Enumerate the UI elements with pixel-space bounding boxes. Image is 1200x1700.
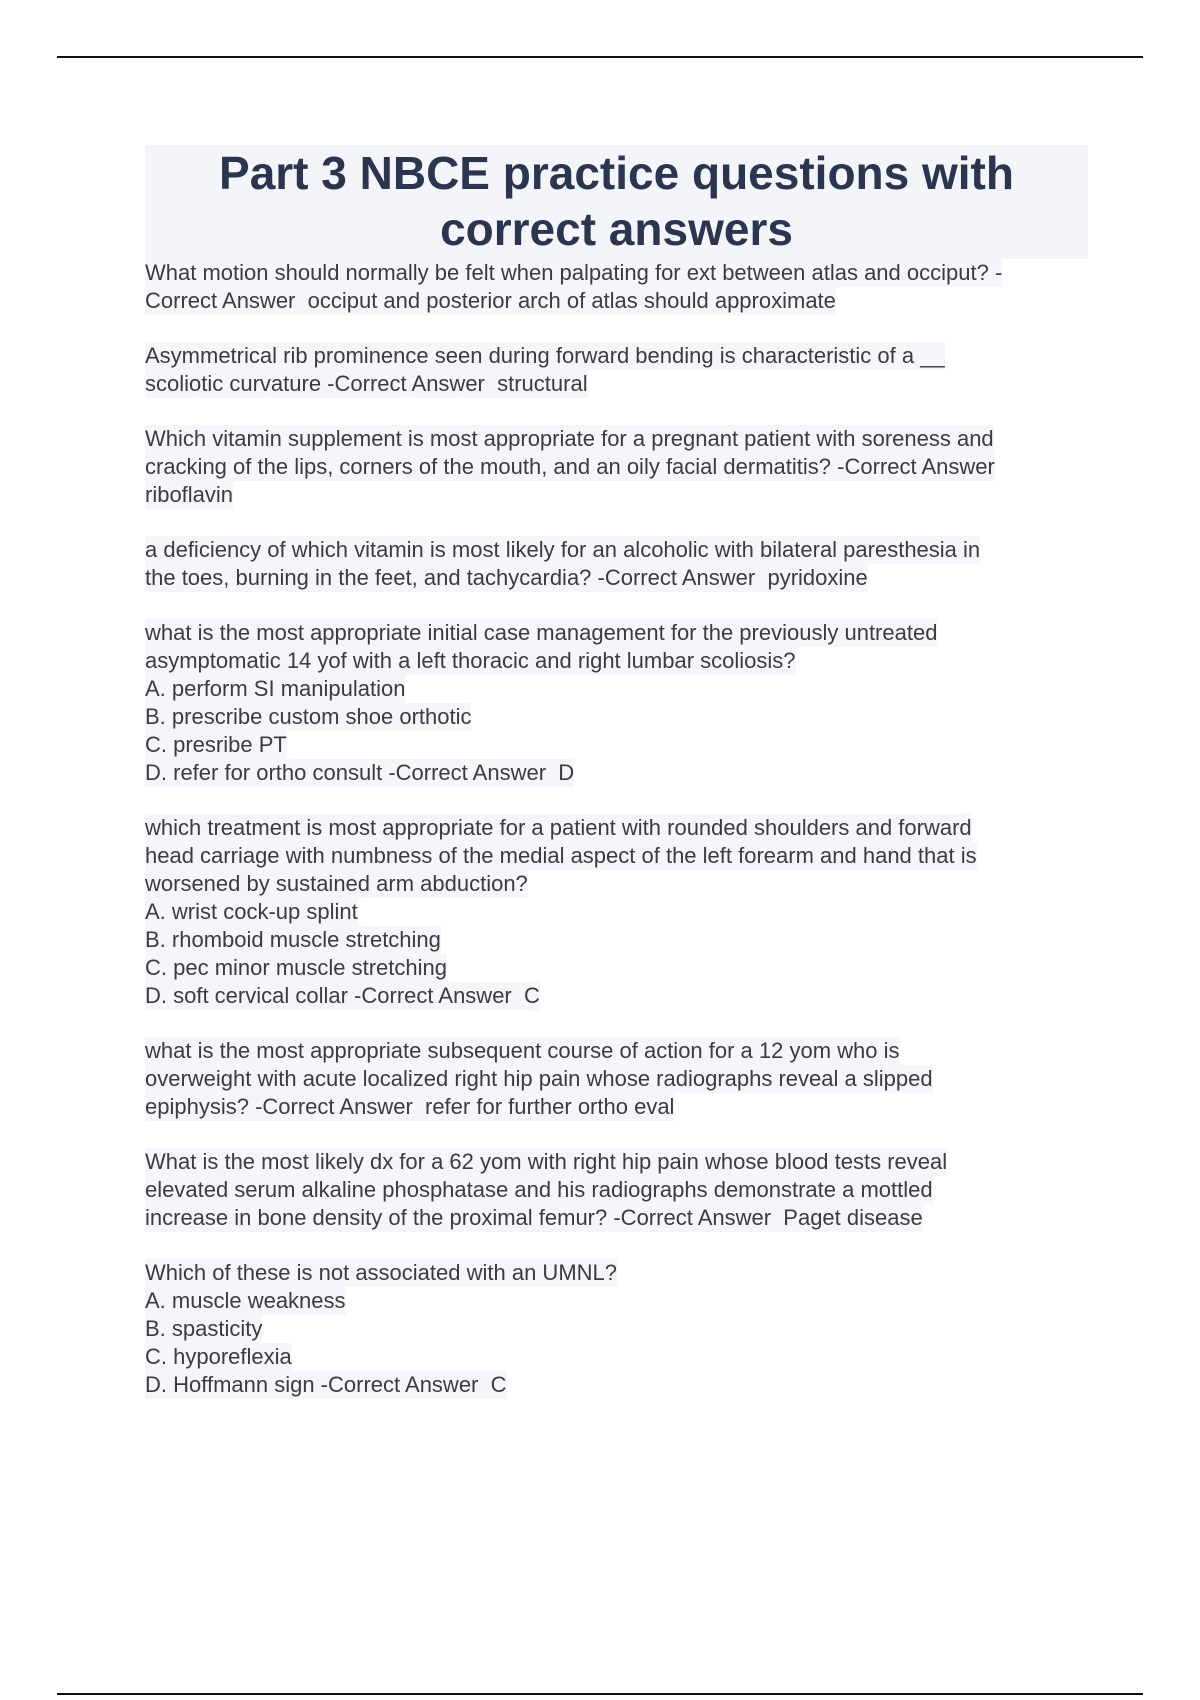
question-block: [145, 814, 1088, 1010]
top-rule: [57, 56, 1143, 58]
answer-option: D. Hoffmann sign -Correct Answer C: [145, 1372, 507, 1397]
answer-option: C. presribe PT: [145, 732, 287, 757]
answer-option: B. prescribe custom shoe orthotic: [145, 704, 472, 729]
question-line: which treatment is most appropriate for a patient with rounded shoulders and forward: [145, 815, 972, 840]
question-block: [145, 536, 1088, 592]
question-line: cracking of the lips, corners of the mouth, and an oily facial dermatitis? -Correct Answer: [145, 454, 995, 479]
question-block: [145, 259, 1088, 315]
question-line: epiphysis? -Correct Answer refer for further ortho eval: [145, 1094, 675, 1119]
question-line: worsened by sustained arm abduction?: [145, 871, 528, 896]
document-title: [145, 145, 1088, 259]
question-line: Asymmetrical rib prominence seen during forward bending is characteristic of a __: [145, 343, 945, 368]
question-line: increase in bone density of the proximal femur? -Correct Answer Paget disease: [145, 1205, 923, 1230]
answer-option: C. pec minor muscle stretching: [145, 955, 447, 980]
question-block: [145, 1037, 1088, 1121]
answer-option: A. muscle weakness: [145, 1288, 346, 1313]
answer-option: A. perform SI manipulation: [145, 676, 406, 701]
answer-option: C. hyporeflexia: [145, 1344, 292, 1369]
title-line-2: correct answers: [440, 203, 793, 255]
answer-option: A. wrist cock-up splint: [145, 899, 358, 924]
answer-option: D. soft cervical collar -Correct Answer C: [145, 983, 540, 1008]
question-line: What is the most likely dx for a 62 yom with right hip pain whose blood tests reveal: [145, 1149, 948, 1174]
question-line: what is the most appropriate initial case management for the previously untreated: [145, 620, 938, 645]
question-line: overweight with acute localized right hip pain whose radiographs reveal a slipped: [145, 1066, 933, 1091]
answer-option: B. spasticity: [145, 1316, 263, 1341]
question-block: [145, 1148, 1088, 1232]
document-body: [145, 145, 1088, 1426]
question-line: elevated serum alkaline phosphatase and his radiographs demonstrate a mottled: [145, 1177, 933, 1202]
question-line: the toes, burning in the feet, and tachycardia? -Correct Answer pyridoxine: [145, 565, 868, 590]
answer-option: B. rhomboid muscle stretching: [145, 927, 441, 952]
question-line: head carriage with numbness of the medial aspect of the left forearm and hand that is: [145, 843, 977, 868]
title-line-1: Part 3 NBCE practice questions with: [219, 147, 1014, 199]
question-line: What motion should normally be felt when palpating for ext between atlas and occiput? -: [145, 260, 1003, 285]
question-line: Which vitamin supplement is most appropriate for a pregnant patient with soreness and: [145, 426, 994, 451]
answer-option: D. refer for ortho consult -Correct Answer D: [145, 760, 575, 785]
question-line: riboflavin: [145, 482, 234, 507]
bottom-rule: [57, 1693, 1143, 1695]
question-block: [145, 342, 1088, 398]
question-line: asymptomatic 14 yof with a left thoracic and right lumbar scoliosis?: [145, 648, 796, 673]
question-line: what is the most appropriate subsequent course of action for a 12 yom who is: [145, 1038, 900, 1063]
question-block: [145, 425, 1088, 509]
question-line: Correct Answer occiput and posterior arch of atlas should approximate: [145, 288, 836, 313]
question-block: [145, 1259, 1088, 1399]
question-line: Which of these is not associated with an UMNL?: [145, 1260, 618, 1285]
question-block: [145, 619, 1088, 787]
question-line: scoliotic curvature -Correct Answer structural: [145, 371, 588, 396]
question-line: a deficiency of which vitamin is most likely for an alcoholic with bilateral paresthesia in: [145, 537, 981, 562]
